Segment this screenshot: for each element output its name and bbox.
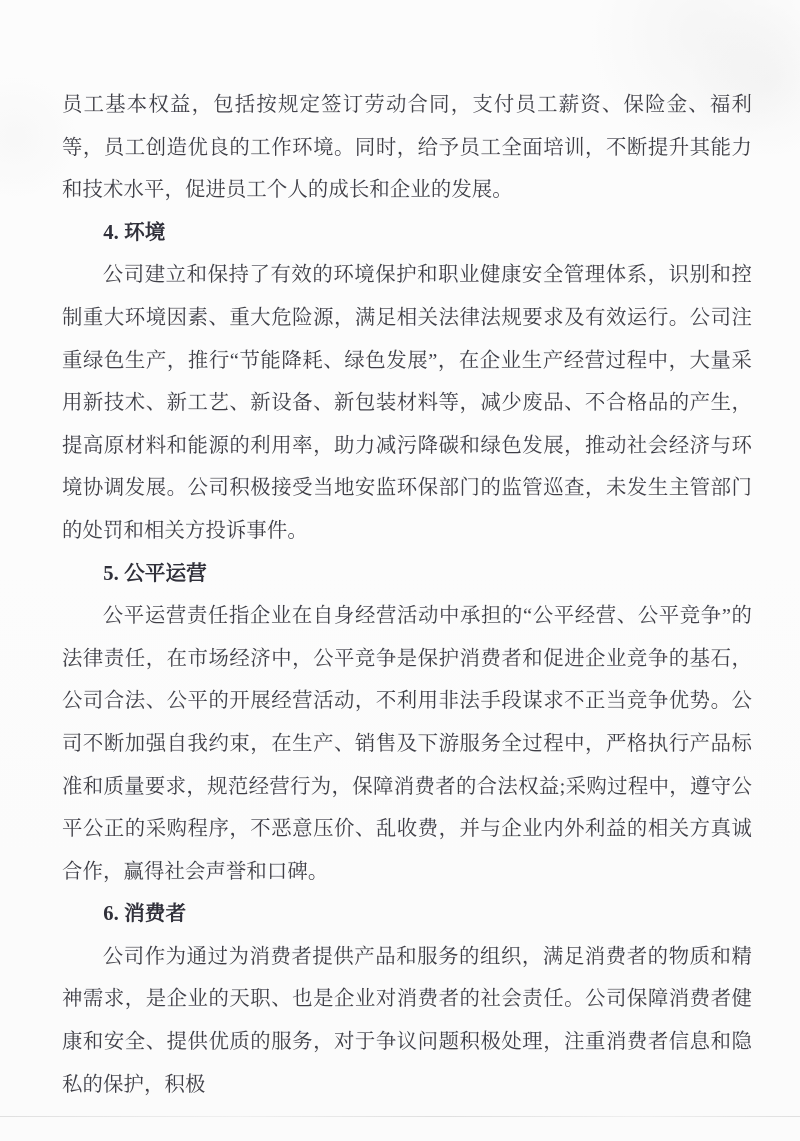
paragraph-environment: 公司建立和保持了有效的环境保护和职业健康安全管理体系，识别和控制重大环境因素、重大危险源，满足相关法律法规要求及有效运行。公司注重绿色生产，推行“节能降耗、绿色发展”，在企业生产经营过程中，大量采用新技术、新工艺、新设备、新包装材料等，减少废品、不合格品的产生，提高原材料和能源的利用率，助力减污降碳和绿色发展，推动社会经济与环境协调发展。公司积极接受当地安监环保部门的监管巡查，未发生主管部门的处罚和相关方投诉事件。 [62,264,752,542]
heading-consumers: 6. 消费者 [103,903,187,926]
heading-environment: 4. 环境 [103,221,166,244]
heading-fair-operation: 5. 公平运营 [103,562,207,585]
paragraph-fair-operation: 公平运营责任指企业在自身经营活动中承担的“公平经营、公平竞争”的法律责任，在市场经济中，公平竞争是保护消费者和促进企业竞争的基石，公司合法、公平的开展经营活动，不利用非法手段谋求不正当竞争优势。公司不断加强自我约束，在生产、销售及下游服务全过程中，严格执行产品标准和质量要求，规范经营行为，保障消费者的合法权益;采购过程中，遵守公平公正的采购程序，不恶意压价、乱收费，并与企业内外利益的相关方真诚合作，赢得社会声誉和口碑。 [62,605,752,883]
paragraph-consumers: 公司作为通过为消费者提供产品和服务的组织，满足消费者的物质和精神需求，是企业的天职、也是企业对消费者的社会责任。公司保障消费者健康和安全、提供优质的服务，对于争议问题积极处理，注重消费者信息和隐私的保护，积极 [62,945,752,1096]
document-text-block [62,84,752,1106]
paragraph-employee-rights-continuation: 员工基本权益，包括按规定签订劳动合同，支付员工薪资、保险金、福利等，员工创造优良的工作环境。同时，给予员工全面培训，不断提升其能力和技术水平，促进员工个人的成长和企业的发展。 [62,94,752,202]
scan-edge-artifact-line [0,1116,800,1117]
